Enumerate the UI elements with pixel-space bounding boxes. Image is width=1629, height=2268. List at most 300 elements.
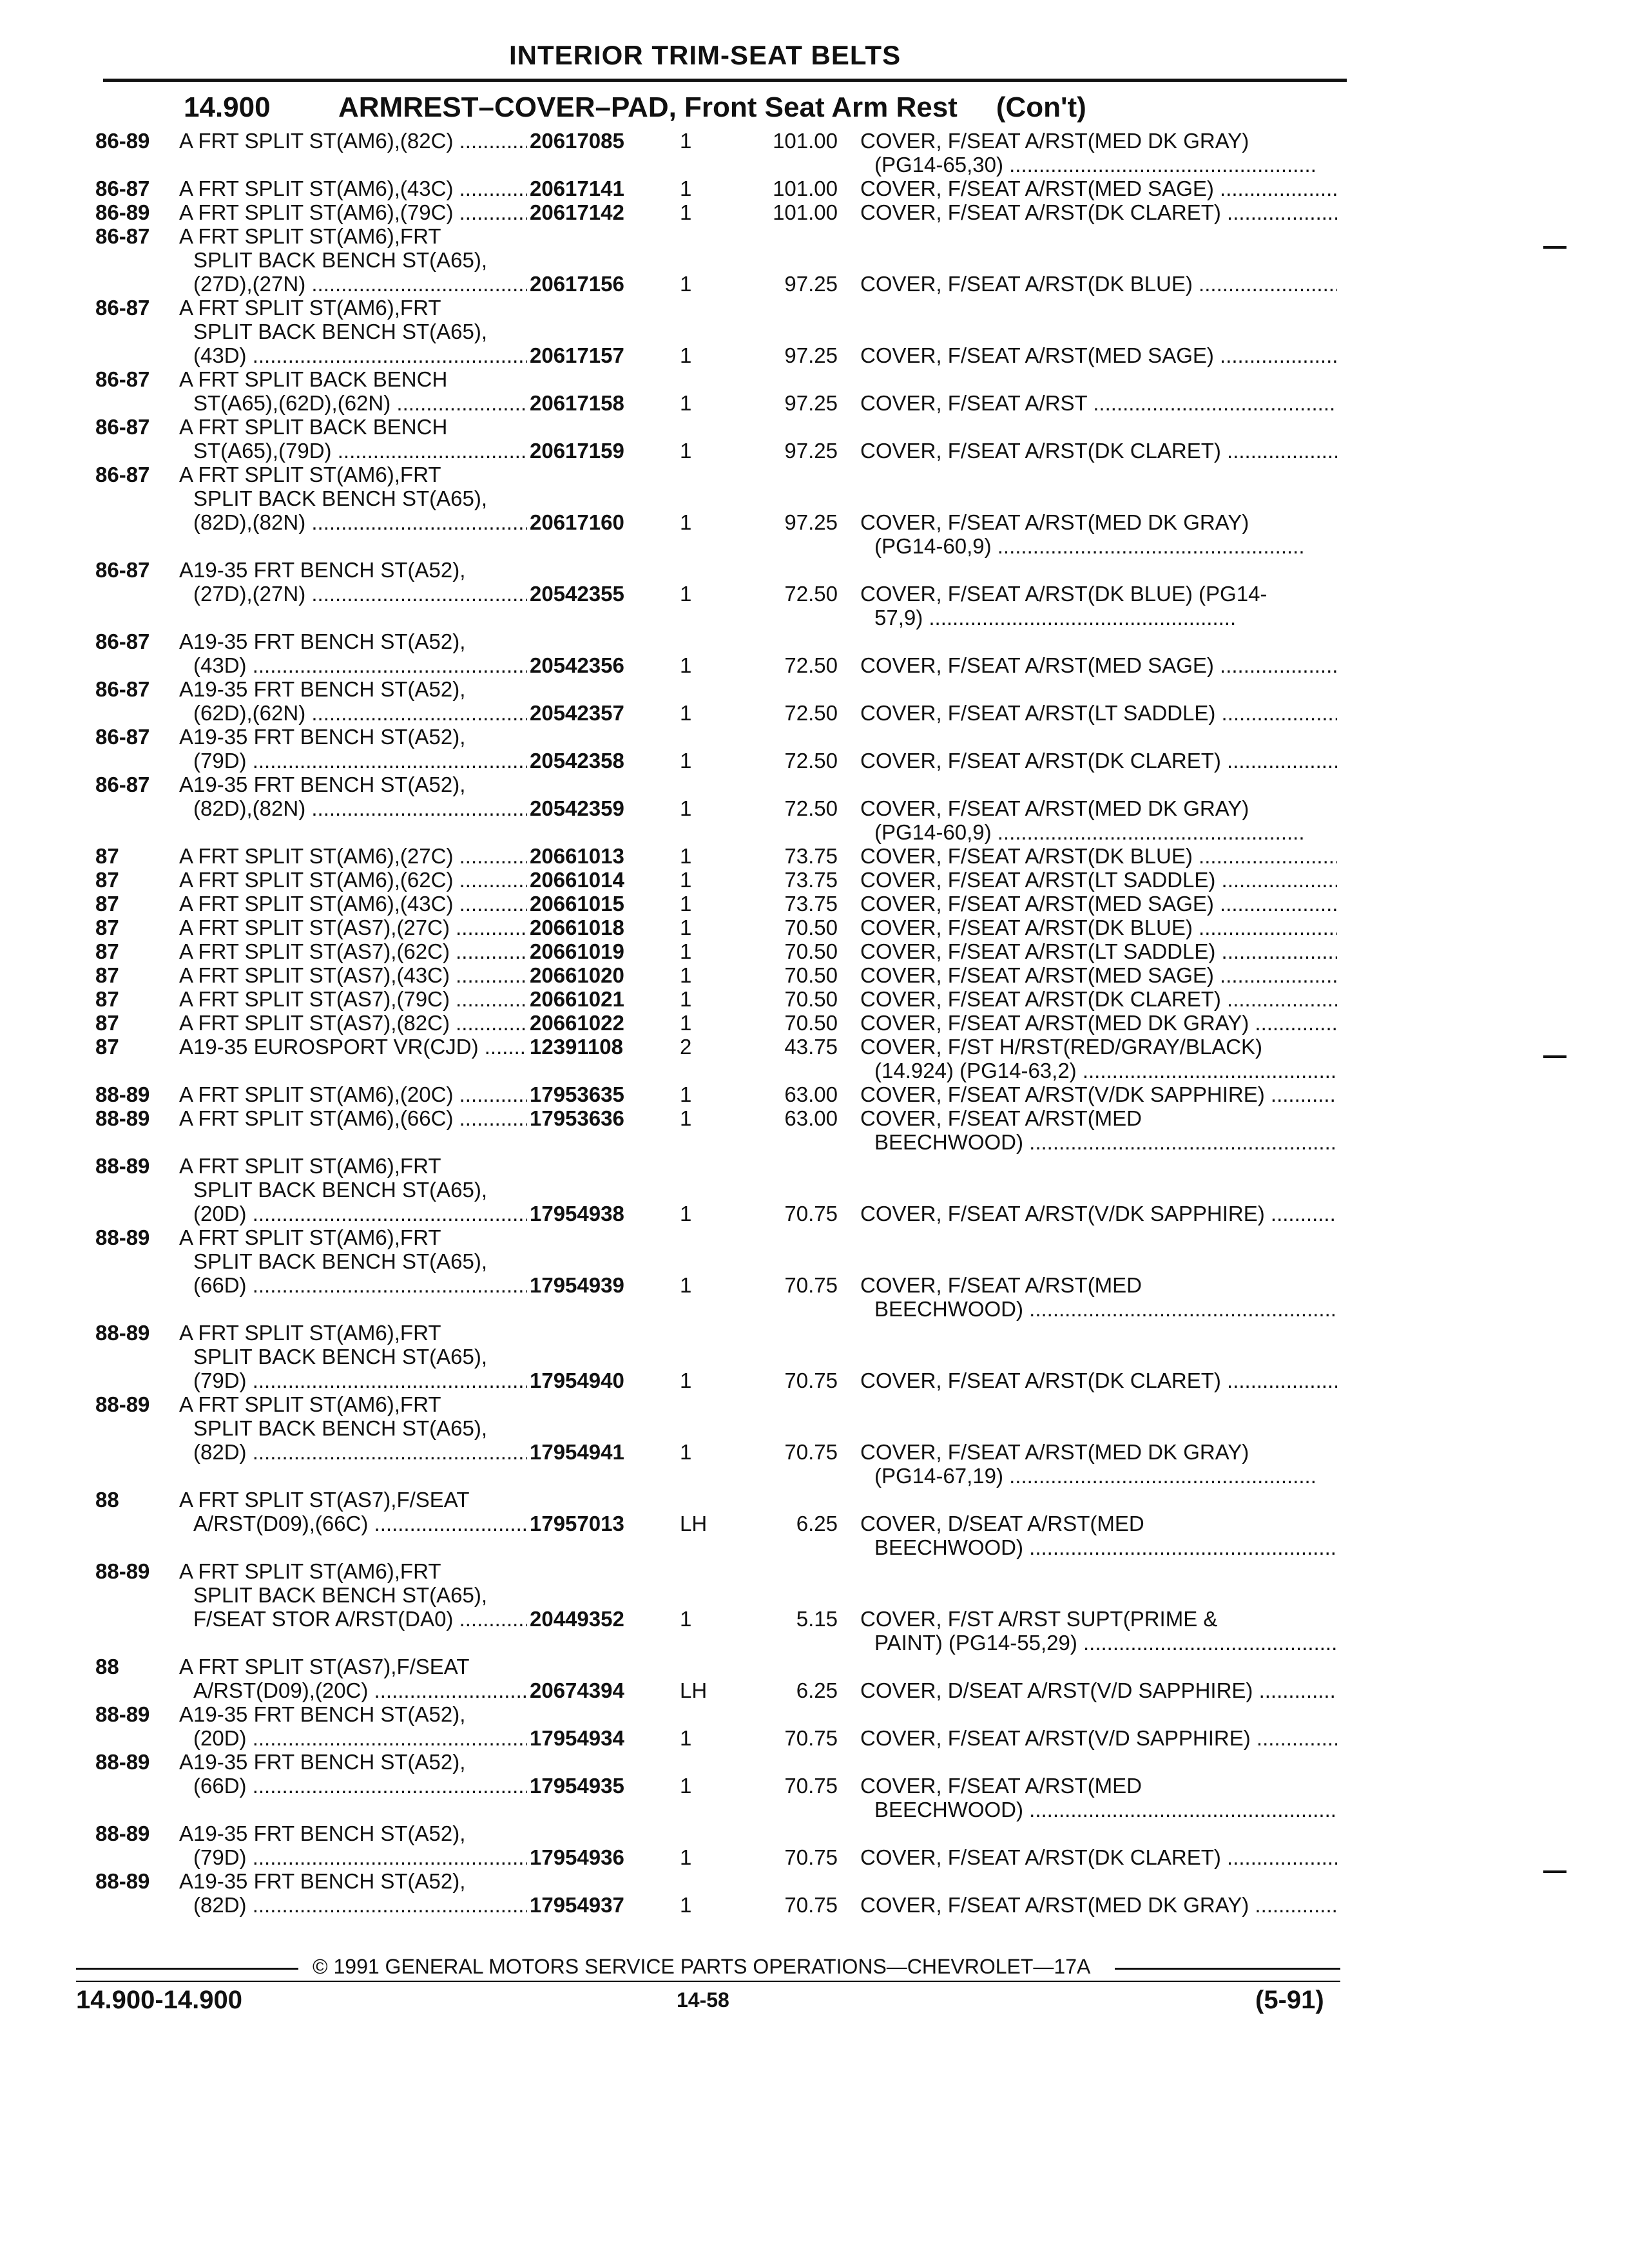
row-quantity: 1 — [680, 1726, 692, 1750]
row-part-name — [860, 439, 1337, 463]
row-years: 88-89 — [95, 1750, 150, 1774]
row-quantity: 1 — [680, 1774, 692, 1798]
table-row — [0, 129, 1629, 177]
row-part-number: 17953635 — [530, 1082, 624, 1106]
row-price: 97.25 — [784, 272, 838, 296]
part-name-line: COVER, F/SEAT A/RST(MED DK GRAY) ..... — [860, 1893, 1337, 1917]
description-line: A FRT SPLIT ST(AM6),(27C) ..... — [179, 844, 527, 868]
table-row — [0, 916, 1629, 939]
table-row — [0, 1011, 1629, 1035]
row-part-number: 20542355 — [530, 582, 624, 606]
description-line: A FRT SPLIT ST(AS7),(27C) ..... — [179, 916, 527, 939]
part-name-line: COVER, F/SEAT A/RST(MED DK GRAY) — [860, 510, 1249, 534]
part-name-line: COVER, F/SEAT A/RST(MED DK GRAY) ..... — [860, 1011, 1337, 1035]
section-range: 14.900-14.900 — [76, 1986, 243, 2014]
description-line: (20D) ..... — [179, 1726, 527, 1750]
row-years: 88-89 — [95, 1106, 150, 1130]
part-name-line: 57,9) ..... — [860, 606, 1337, 629]
description-line: A19-35 FRT BENCH ST(A52), — [179, 1750, 466, 1774]
row-price: 70.75 — [784, 1369, 838, 1392]
description-line: A FRT SPLIT BACK BENCH — [179, 415, 448, 439]
row-years: 88-89 — [95, 1702, 150, 1726]
row-part-number: 17953636 — [530, 1106, 624, 1130]
row-price: 72.50 — [784, 653, 838, 677]
description-line: SPLIT BACK BENCH ST(A65), — [193, 1249, 488, 1273]
row-part-name — [860, 582, 1337, 629]
description-line: SPLIT BACK BENCH ST(A65), — [193, 486, 488, 510]
row-years: 88-89 — [95, 1821, 150, 1845]
row-part-number: 17954936 — [530, 1845, 624, 1869]
description-line: (82D) ..... — [179, 1893, 527, 1917]
description-line: A FRT SPLIT ST(AM6),FRT — [179, 1321, 441, 1345]
row-part-number: 20661013 — [530, 844, 624, 868]
part-name-line: COVER, F/SEAT A/RST(DK BLUE) ..... — [860, 844, 1337, 868]
row-part-name — [860, 343, 1337, 367]
row-description — [179, 1702, 527, 1750]
table-row — [0, 415, 1629, 463]
row-part-name — [860, 510, 1337, 558]
row-years: 87 — [95, 892, 119, 916]
row-description — [179, 939, 527, 963]
row-quantity: 1 — [680, 582, 692, 606]
header-rule — [103, 79, 1347, 82]
row-description — [179, 1035, 527, 1059]
row-part-number: 20661018 — [530, 916, 624, 939]
description-line: A19-35 FRT BENCH ST(A52), — [179, 558, 466, 582]
part-name-line: COVER, F/SEAT A/RST(V/DK SAPPHIRE) ..... — [860, 1202, 1337, 1225]
row-price: 70.75 — [784, 1726, 838, 1750]
row-years: 87 — [95, 1035, 119, 1059]
row-part-number: 20661020 — [530, 963, 624, 987]
edition-date: (5-91) — [1255, 1986, 1324, 2014]
row-part-number: 20542359 — [530, 796, 624, 820]
description-line: A19-35 FRT BENCH ST(A52), — [179, 629, 466, 653]
page-header-title: INTERIOR TRIM-SEAT BELTS — [509, 40, 901, 70]
part-name-line: PAINT) (PG14-55,29) ..... — [860, 1631, 1337, 1655]
row-part-number: 17954940 — [530, 1369, 624, 1392]
table-row — [0, 1750, 1629, 1821]
margin-tick — [1543, 1055, 1566, 1058]
row-part-name — [860, 1893, 1337, 1917]
row-quantity: LH — [680, 1678, 708, 1702]
row-years: 86-87 — [95, 463, 150, 486]
row-price: 73.75 — [784, 844, 838, 868]
row-description — [179, 677, 527, 725]
row-price: 97.25 — [784, 343, 838, 367]
table-row — [0, 987, 1629, 1011]
row-description — [179, 1082, 527, 1106]
row-quantity: 1 — [680, 200, 692, 224]
row-description — [179, 367, 527, 415]
row-quantity: 1 — [680, 939, 692, 963]
part-name-line: BEECHWOOD) ..... — [860, 1130, 1337, 1154]
description-line: A FRT SPLIT ST(AM6),(62C) ..... — [179, 868, 527, 892]
part-name-line: COVER, F/SEAT A/RST(MED SAGE) ..... — [860, 963, 1337, 987]
row-description — [179, 1655, 527, 1702]
row-quantity: 1 — [680, 892, 692, 916]
description-line: A/RST(D09),(66C) ..... — [179, 1512, 527, 1535]
row-quantity: 1 — [680, 749, 692, 773]
row-part-name — [860, 1726, 1337, 1750]
row-quantity: 2 — [680, 1035, 692, 1059]
row-years: 88 — [95, 1655, 119, 1678]
description-line: SPLIT BACK BENCH ST(A65), — [193, 248, 488, 272]
row-part-name — [860, 200, 1337, 224]
row-description — [179, 725, 527, 773]
description-line: A FRT SPLIT ST(AS7),(62C) ..... — [179, 939, 527, 963]
row-price: 63.00 — [784, 1082, 838, 1106]
row-description — [179, 558, 527, 606]
table-row — [0, 1321, 1629, 1392]
table-row — [0, 1082, 1629, 1106]
row-description — [179, 1750, 527, 1798]
description-line: A FRT SPLIT ST(AM6),FRT — [179, 1225, 441, 1249]
part-name-line: (PG14-60,9) ..... — [860, 820, 1337, 844]
row-years: 86-87 — [95, 725, 150, 749]
row-price: 70.50 — [784, 987, 838, 1011]
row-years: 88-89 — [95, 1869, 150, 1893]
table-row — [0, 1225, 1629, 1321]
row-price: 70.75 — [784, 1893, 838, 1917]
table-row — [0, 1559, 1629, 1655]
part-name-line: COVER, F/SEAT A/RST(MED SAGE) ..... — [860, 343, 1337, 367]
part-name-line: COVER, F/SEAT A/RST(DK CLARET) ..... — [860, 439, 1337, 463]
row-price: 70.50 — [784, 939, 838, 963]
row-part-number: 17954939 — [530, 1273, 624, 1297]
table-row — [0, 463, 1629, 558]
row-part-name — [860, 1774, 1337, 1821]
description-line: A19-35 FRT BENCH ST(A52), — [179, 773, 466, 796]
row-quantity: 1 — [680, 963, 692, 987]
row-part-name — [860, 129, 1337, 177]
part-name-line: COVER, F/SEAT A/RST(MED DK GRAY) — [860, 1440, 1249, 1464]
description-line: A19-35 FRT BENCH ST(A52), — [179, 1821, 466, 1845]
part-name-line: COVER, F/SEAT A/RST(DK CLARET) ..... — [860, 749, 1337, 773]
row-description — [179, 1011, 527, 1035]
row-part-name — [860, 653, 1337, 677]
part-name-line: (PG14-65,30) ..... — [860, 153, 1337, 177]
part-name-line: COVER, D/SEAT A/RST(V/D SAPPHIRE) ..... — [860, 1678, 1337, 1702]
row-years: 86-89 — [95, 129, 150, 153]
row-part-name — [860, 1035, 1337, 1082]
description-line: A19-35 FRT BENCH ST(A52), — [179, 725, 466, 749]
description-line: A FRT SPLIT ST(AS7),F/SEAT — [179, 1655, 470, 1678]
row-price: 70.75 — [784, 1440, 838, 1464]
row-price: 6.25 — [796, 1678, 838, 1702]
row-part-name — [860, 1607, 1337, 1655]
row-part-number: 17957013 — [530, 1512, 624, 1535]
part-name-line: COVER, F/SEAT A/RST(DK CLARET) ..... — [860, 1845, 1337, 1869]
description-line: (43D) ..... — [179, 343, 527, 367]
part-name-line: (PG14-60,9) ..... — [860, 534, 1337, 558]
row-years: 88 — [95, 1488, 119, 1512]
description-line: (82D) ..... — [179, 1440, 527, 1464]
description-line: A FRT SPLIT ST(AM6),(43C) ..... — [179, 177, 527, 200]
row-part-number: 17954934 — [530, 1726, 624, 1750]
row-description — [179, 1106, 527, 1130]
part-name-line: COVER, F/SEAT A/RST(MED — [860, 1774, 1142, 1798]
row-years: 88-89 — [95, 1559, 150, 1583]
table-row — [0, 1821, 1629, 1869]
row-quantity: 1 — [680, 1369, 692, 1392]
row-years: 88-89 — [95, 1225, 150, 1249]
table-row — [0, 892, 1629, 916]
table-row — [0, 1869, 1629, 1917]
row-years: 86-87 — [95, 224, 150, 248]
description-line: A19-35 EUROSPORT VR(CJD) ..... — [179, 1035, 527, 1059]
row-price: 101.00 — [773, 177, 838, 200]
description-line: A FRT SPLIT BACK BENCH — [179, 367, 448, 391]
page-number: 14-58 — [677, 1988, 729, 2012]
part-name-line: COVER, F/SEAT A/RST(V/D SAPPHIRE) ..... — [860, 1726, 1337, 1750]
description-line: (66D) ..... — [179, 1273, 527, 1297]
part-name-line: COVER, F/SEAT A/RST(MED DK GRAY) — [860, 129, 1249, 153]
description-line: A FRT SPLIT ST(AM6),(66C) ..... — [179, 1106, 527, 1130]
row-price: 101.00 — [773, 200, 838, 224]
part-name-line: COVER, F/SEAT A/RST(DK BLUE) ..... — [860, 272, 1337, 296]
row-price: 72.50 — [784, 582, 838, 606]
row-years: 86-89 — [95, 200, 150, 224]
row-quantity: 1 — [680, 272, 692, 296]
table-row — [0, 1154, 1629, 1225]
row-description — [179, 1869, 527, 1917]
part-name-line: COVER, D/SEAT A/RST(MED — [860, 1512, 1144, 1535]
part-name-line: COVER, F/SEAT A/RST(MED SAGE) ..... — [860, 653, 1337, 677]
row-years: 88-89 — [95, 1392, 150, 1416]
row-quantity: 1 — [680, 916, 692, 939]
table-row — [0, 558, 1629, 629]
row-quantity: 1 — [680, 1893, 692, 1917]
section-heading — [184, 91, 1086, 124]
description-line: A FRT SPLIT ST(AM6),FRT — [179, 296, 441, 320]
row-years: 86-87 — [95, 558, 150, 582]
row-part-name — [860, 1273, 1337, 1321]
row-quantity: 1 — [680, 844, 692, 868]
row-part-number: 20661021 — [530, 987, 624, 1011]
row-part-name — [860, 987, 1337, 1011]
row-years: 88-89 — [95, 1082, 150, 1106]
footer-rule-left — [76, 1968, 298, 1970]
table-row — [0, 1655, 1629, 1702]
row-part-name — [860, 796, 1337, 844]
row-part-name — [860, 1082, 1337, 1106]
description-line: A FRT SPLIT ST(AS7),(79C) ..... — [179, 987, 527, 1011]
row-part-number: 20617158 — [530, 391, 624, 415]
row-description — [179, 129, 527, 153]
part-name-line: COVER, F/SEAT A/RST(DK CLARET) ..... — [860, 1369, 1337, 1392]
description-line: A19-35 FRT BENCH ST(A52), — [179, 677, 466, 701]
description-line: (82D),(82N) ..... — [179, 796, 527, 820]
row-quantity: 1 — [680, 868, 692, 892]
part-name-line: COVER, F/SEAT A/RST(LT SADDLE) ..... — [860, 701, 1337, 725]
row-years: 87 — [95, 844, 119, 868]
row-part-number: 20617142 — [530, 200, 624, 224]
row-price: 63.00 — [784, 1106, 838, 1130]
row-years: 86-87 — [95, 177, 150, 200]
description-line: A FRT SPLIT ST(AM6),(82C) ..... — [179, 129, 527, 153]
row-part-name — [860, 916, 1337, 939]
row-part-name — [860, 1369, 1337, 1392]
row-quantity: 1 — [680, 1440, 692, 1464]
row-part-number: 20617157 — [530, 343, 624, 367]
row-part-name — [860, 272, 1337, 296]
part-name-line: BEECHWOOD) ..... — [860, 1297, 1337, 1321]
row-quantity: 1 — [680, 439, 692, 463]
row-part-name — [860, 892, 1337, 916]
description-line: (79D) ..... — [179, 1369, 527, 1392]
row-quantity: 1 — [680, 1607, 692, 1631]
row-part-name — [860, 868, 1337, 892]
description-line: A FRT SPLIT ST(AM6),FRT — [179, 1392, 441, 1416]
row-description — [179, 773, 527, 820]
table-row — [0, 177, 1629, 200]
row-part-name — [860, 939, 1337, 963]
row-quantity: 1 — [680, 1845, 692, 1869]
part-name-line: COVER, F/SEAT A/RST(DK CLARET) ..... — [860, 987, 1337, 1011]
row-part-number: 20542357 — [530, 701, 624, 725]
row-years: 88-89 — [95, 1154, 150, 1178]
row-quantity: 1 — [680, 177, 692, 200]
row-part-number: 20542356 — [530, 653, 624, 677]
row-part-name — [860, 844, 1337, 868]
row-part-number: 12391108 — [530, 1035, 624, 1059]
row-description — [179, 868, 527, 892]
row-description — [179, 987, 527, 1011]
row-price: 72.50 — [784, 796, 838, 820]
part-name-line: COVER, F/SEAT A/RST(LT SADDLE) ..... — [860, 939, 1337, 963]
description-line: A FRT SPLIT ST(AM6),(43C) ..... — [179, 892, 527, 916]
part-name-line: COVER, F/SEAT A/RST(MED DK GRAY) — [860, 796, 1249, 820]
row-quantity: 1 — [680, 987, 692, 1011]
row-quantity: 1 — [680, 343, 692, 367]
description-line: A FRT SPLIT ST(AM6),(20C) ..... — [179, 1082, 527, 1106]
row-part-name — [860, 1512, 1337, 1559]
row-price: 70.75 — [784, 1774, 838, 1798]
description-line: F/SEAT STOR A/RST(DA0) ..... — [179, 1607, 527, 1631]
part-name-line: BEECHWOOD) ..... — [860, 1798, 1337, 1821]
parts-table — [0, 129, 1629, 1917]
description-line: A FRT SPLIT ST(AS7),F/SEAT — [179, 1488, 470, 1512]
row-price: 6.25 — [796, 1512, 838, 1535]
table-row — [0, 200, 1629, 224]
description-line: A FRT SPLIT ST(AM6),FRT — [179, 224, 441, 248]
row-description — [179, 1488, 527, 1535]
description-line: SPLIT BACK BENCH ST(A65), — [193, 1345, 488, 1369]
table-row — [0, 963, 1629, 987]
part-name-line: BEECHWOOD) ..... — [860, 1535, 1337, 1559]
row-description — [179, 415, 527, 463]
row-quantity: 1 — [680, 129, 692, 153]
table-row — [0, 1392, 1629, 1488]
row-years: 86-87 — [95, 296, 150, 320]
description-line: (20D) ..... — [179, 1202, 527, 1225]
footer-rule-right — [1115, 1968, 1340, 1970]
row-part-name — [860, 1106, 1337, 1154]
row-years: 87 — [95, 963, 119, 987]
row-price: 70.75 — [784, 1273, 838, 1297]
row-price: 97.25 — [784, 391, 838, 415]
part-name-line: COVER, F/SEAT A/RST(V/DK SAPPHIRE) ..... — [860, 1082, 1337, 1106]
margin-tick — [1543, 246, 1566, 249]
row-description — [179, 1225, 527, 1297]
description-line: (27D),(27N) ..... — [179, 582, 527, 606]
row-price: 73.75 — [784, 892, 838, 916]
row-description — [179, 224, 527, 296]
description-line: A FRT SPLIT ST(AM6),FRT — [179, 1559, 441, 1583]
description-line: ST(A65),(62D),(62N) ..... — [179, 391, 527, 415]
row-description — [179, 177, 527, 200]
description-line: A/RST(D09),(20C) ..... — [179, 1678, 527, 1702]
row-quantity: 1 — [680, 1202, 692, 1225]
row-quantity: 1 — [680, 1082, 692, 1106]
row-part-number: 20617160 — [530, 510, 624, 534]
table-row — [0, 367, 1629, 415]
row-quantity: 1 — [680, 1011, 692, 1035]
table-row — [0, 1035, 1629, 1082]
description-line: (27D),(27N) ..... — [179, 272, 527, 296]
description-line: SPLIT BACK BENCH ST(A65), — [193, 1583, 488, 1607]
row-price: 70.50 — [784, 963, 838, 987]
section-number: 14.900 — [184, 91, 271, 123]
section-title: ARMREST–COVER–PAD, Front Seat Arm Rest — [338, 91, 958, 123]
table-row — [0, 1702, 1629, 1750]
row-price: 70.75 — [784, 1202, 838, 1225]
part-name-line: COVER, F/SEAT A/RST(DK BLUE) (PG14- — [860, 582, 1268, 606]
row-price: 97.25 — [784, 510, 838, 534]
row-part-number: 20661022 — [530, 1011, 624, 1035]
section-continued: (Con't) — [996, 91, 1086, 123]
row-part-number: 17954935 — [530, 1774, 624, 1798]
row-price: 73.75 — [784, 868, 838, 892]
description-line: (79D) ..... — [179, 1845, 527, 1869]
row-part-number: 20617085 — [530, 129, 624, 153]
part-name-line: COVER, F/SEAT A/RST(LT SADDLE) ..... — [860, 868, 1337, 892]
description-line: ST(A65),(79D) ..... — [179, 439, 527, 463]
description-line: (62D),(62N) ..... — [179, 701, 527, 725]
table-row — [0, 844, 1629, 868]
row-part-name — [860, 1202, 1337, 1225]
row-description — [179, 844, 527, 868]
row-part-number: 17954941 — [530, 1440, 624, 1464]
description-line: (79D) ..... — [179, 749, 527, 773]
part-name-line: COVER, F/SEAT A/RST(DK BLUE) ..... — [860, 916, 1337, 939]
description-line: A FRT SPLIT ST(AM6),FRT — [179, 1154, 441, 1178]
row-quantity: 1 — [680, 1273, 692, 1297]
row-part-number: 20542358 — [530, 749, 624, 773]
row-years: 86-87 — [95, 629, 150, 653]
row-description — [179, 1392, 527, 1464]
row-years: 87 — [95, 1011, 119, 1035]
margin-tick — [1543, 1870, 1566, 1873]
row-part-name — [860, 1678, 1337, 1702]
description-line: A FRT SPLIT ST(AS7),(43C) ..... — [179, 963, 527, 987]
row-part-name — [860, 701, 1337, 725]
row-quantity: 1 — [680, 1106, 692, 1130]
row-years: 87 — [95, 939, 119, 963]
part-name-line: COVER, F/ST A/RST SUPT(PRIME & — [860, 1607, 1218, 1631]
description-line: A FRT SPLIT ST(AS7),(82C) ..... — [179, 1011, 527, 1035]
row-description — [179, 296, 527, 367]
description-line: (82D),(82N) ..... — [179, 510, 527, 534]
row-price: 70.75 — [784, 1845, 838, 1869]
row-part-number: 17954938 — [530, 1202, 624, 1225]
table-row — [0, 677, 1629, 725]
row-part-name — [860, 391, 1337, 415]
row-description — [179, 200, 527, 224]
row-description — [179, 463, 527, 534]
description-line: A19-35 FRT BENCH ST(A52), — [179, 1869, 466, 1893]
row-years: 87 — [95, 987, 119, 1011]
